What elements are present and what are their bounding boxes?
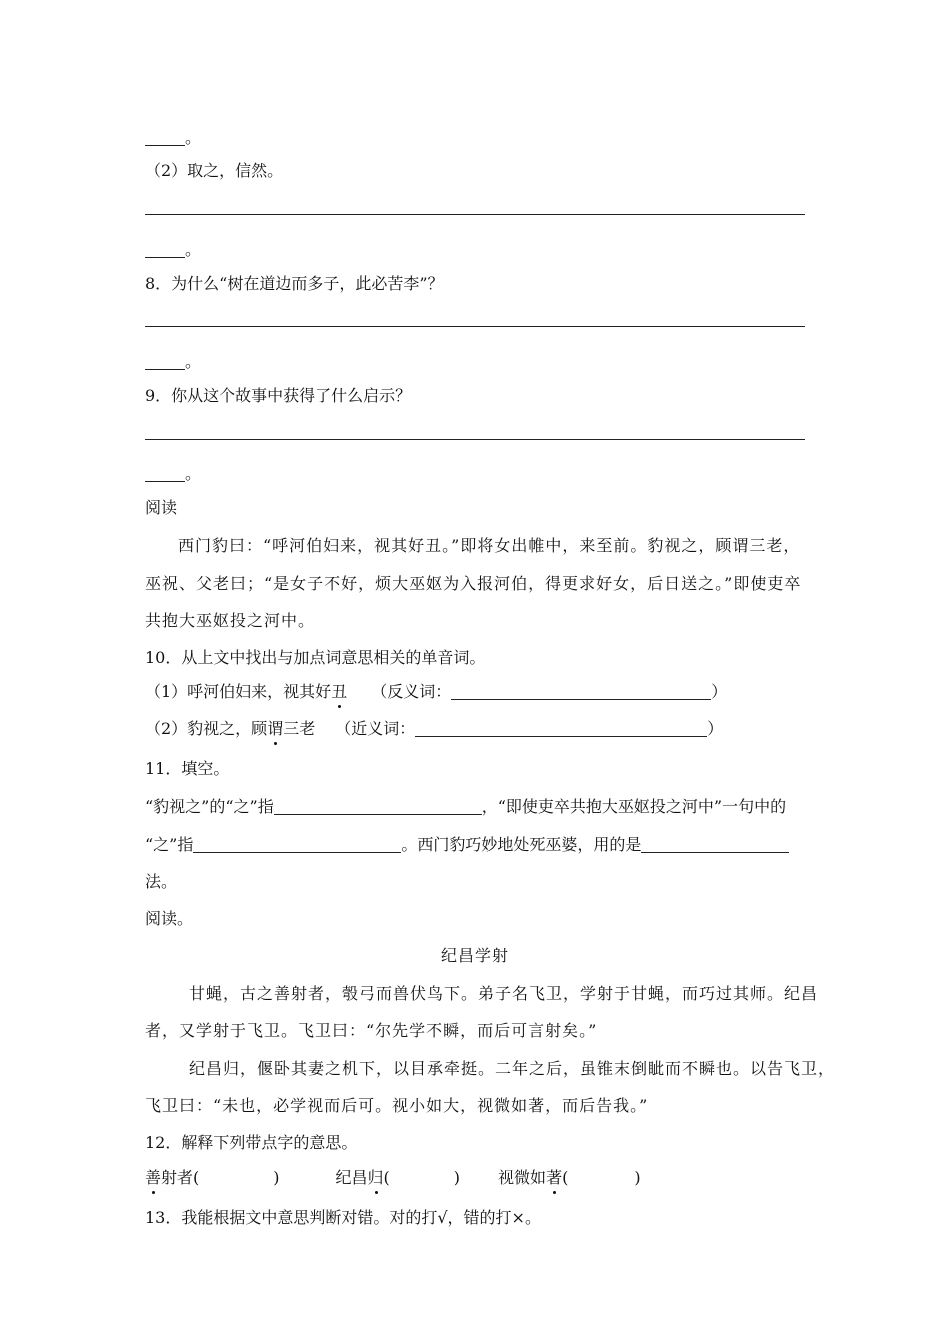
q11-line-1: “豹视之”的“之”指 ，“即使吏卒共抱大巫妪投之河中”一句中的	[145, 797, 787, 816]
passage-line: 飞卫曰：“未也，必学视而后可。视小如大，视微如著，而后告我。”	[145, 1096, 649, 1115]
answer-line[interactable]	[145, 326, 805, 327]
question-8: 8．为什么“树在道边而多子，此必苦李”？	[145, 274, 444, 293]
fill-blank[interactable]	[274, 798, 482, 815]
fill-blank[interactable]	[641, 836, 789, 853]
question-11: 11．填空。	[145, 759, 230, 778]
q11-line-3: 法。	[145, 872, 178, 891]
passage-line: 甘蝇，古之善射者，彀弓而兽伏鸟下。弟子名飞卫，学射于甘蝇，而巧过其师。纪昌	[189, 984, 819, 1003]
passage-line: 巫祝、父老曰；“是女子不好，烦大巫妪为入报河伯，得更求好女，后日送之。”即使吏卒	[145, 574, 802, 593]
dotted-char: 丑	[331, 682, 348, 701]
question-12: 12．解释下列带点字的意思。	[145, 1133, 358, 1152]
dotted-char: 著	[546, 1168, 563, 1187]
question-13: 13．我能根据文中意思判断对错。对的打√，错的打×。	[145, 1208, 541, 1227]
answer-blank[interactable]	[145, 241, 185, 258]
answer-line-end: 。	[145, 240, 201, 260]
answer-line[interactable]	[145, 439, 805, 440]
passage-line: 纪昌归，偃卧其妻之机下，以目承牵挺。二年之后，虽锥末倒眦而不瞬也。以告飞卫，	[189, 1059, 836, 1078]
reading-heading: 阅读。	[145, 909, 194, 928]
answer-line-end: 。	[145, 352, 201, 372]
passage-line: 西门豹曰：“呼河伯妇来，视其好丑。”即将女出帷中，来至前。豹视之，顾谓三老，	[178, 536, 801, 555]
dotted-char: 善	[145, 1168, 162, 1187]
q11-line-2: “之”指 。西门豹巧妙地处死巫婆，用的是	[145, 835, 789, 855]
antonym-blank[interactable]	[451, 683, 711, 700]
dotted-char: 归	[367, 1168, 384, 1187]
answer-blank[interactable]	[145, 353, 185, 370]
answer-line[interactable]	[145, 214, 805, 215]
answer-line-end: 。	[145, 464, 201, 484]
passage-line: 共抱大巫妪投之河中。	[145, 611, 316, 630]
q7-part2: （2）取之，信然。	[145, 161, 284, 180]
question-9: 9．你从这个故事中获得了什么启示？	[145, 386, 412, 405]
answer-line-end: 。	[145, 128, 201, 148]
q10-item-1: （1）呼河伯妇来，视其好丑 （反义词： ）	[145, 682, 728, 701]
fill-blank[interactable]	[193, 836, 401, 853]
q10-item-2: （2）豹视之，顾谓三老 （近义词： ）	[145, 719, 724, 738]
answer-blank[interactable]	[145, 129, 185, 146]
question-10: 10．从上文中找出与加点词意思相关的单音词。	[145, 648, 486, 667]
dotted-char: 谓	[267, 719, 284, 738]
answer-blank[interactable]	[145, 465, 185, 482]
synonym-blank[interactable]	[415, 720, 707, 737]
q12-items: 善射者( ) 纪昌归( ) 视微如著( )	[145, 1168, 641, 1187]
passage-title: 纪昌学射	[440, 946, 509, 965]
reading-heading: 阅读	[145, 498, 178, 517]
passage-line: 者，又学射于飞卫。飞卫曰：“尔先学不瞬，而后可言射矣。”	[145, 1021, 598, 1040]
